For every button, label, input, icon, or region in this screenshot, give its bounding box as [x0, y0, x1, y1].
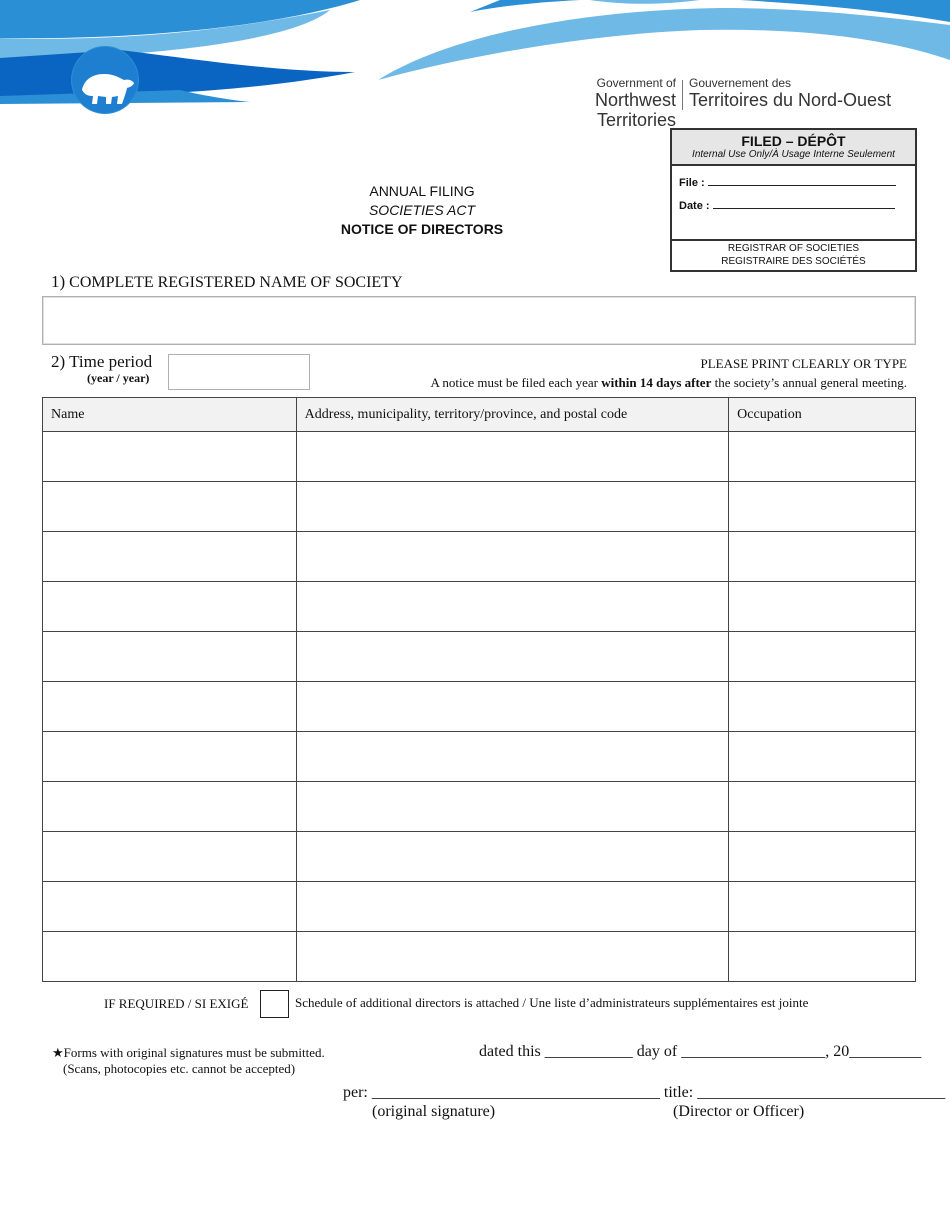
- name-cell[interactable]: [43, 782, 297, 832]
- filed-date-blank: [713, 198, 895, 209]
- name-cell[interactable]: [43, 632, 297, 682]
- address-cell[interactable]: [296, 632, 728, 682]
- section1-heading: [51, 272, 403, 292]
- schedule-attached-checkbox[interactable]: [260, 990, 289, 1018]
- table-row: [43, 632, 916, 682]
- table-row: [43, 932, 916, 982]
- filed-file-blank: [708, 175, 896, 186]
- table-row: [43, 482, 916, 532]
- occupation-cell[interactable]: [729, 932, 916, 982]
- filed-file-label: File :: [679, 177, 705, 189]
- name-cell[interactable]: [43, 932, 297, 982]
- address-cell[interactable]: [296, 782, 728, 832]
- address-cell[interactable]: [296, 882, 728, 932]
- gov-en-small: Government of: [596, 76, 676, 90]
- occupation-cell[interactable]: [729, 532, 916, 582]
- occupation-cell[interactable]: [729, 682, 916, 732]
- directors-table: [42, 397, 916, 982]
- column-header-address: Address, municipality, territory/province, and postal code: [296, 398, 728, 432]
- society-name-field[interactable]: [42, 296, 916, 345]
- gov-fr-big: Territoires du Nord-Ouest: [689, 90, 892, 110]
- original-signature-caption: (original signature): [372, 1103, 496, 1120]
- name-cell[interactable]: [43, 482, 297, 532]
- occupation-cell[interactable]: [729, 732, 916, 782]
- section2-heading: [51, 352, 152, 372]
- address-cell[interactable]: [296, 732, 728, 782]
- occupation-cell[interactable]: [729, 432, 916, 482]
- occupation-cell[interactable]: [729, 782, 916, 832]
- filed-subtitle: Internal Use Only/À Usage Interne Seulement: [692, 149, 895, 160]
- table-row: [43, 532, 916, 582]
- occupation-cell[interactable]: [729, 882, 916, 932]
- original-signature-note: [52, 1045, 325, 1077]
- name-cell[interactable]: [43, 682, 297, 732]
- column-header-occupation: Occupation: [729, 398, 916, 432]
- occupation-cell[interactable]: [729, 832, 916, 882]
- address-cell[interactable]: [296, 532, 728, 582]
- form-title-act: SOCIETIES ACT: [368, 202, 476, 218]
- table-row: [43, 782, 916, 832]
- per-title-line[interactable]: per: ____________________________________ title: _______________________________: [343, 1084, 946, 1101]
- note-line1-text: Forms with original signatures must be submitted.: [63, 1045, 325, 1060]
- occupation-cell[interactable]: [729, 632, 916, 682]
- registrar-en: REGISTRAR OF SOCIETIES: [727, 243, 860, 254]
- filed-title: FILED – DÉPÔT: [741, 133, 846, 149]
- star-icon: ★: [52, 1045, 64, 1060]
- table-row: [43, 832, 916, 882]
- filing-deadline-note: [430, 375, 907, 391]
- filed-box-footer: [672, 239, 915, 270]
- filed-file-line: [679, 175, 915, 189]
- director-officer-caption: (Director or Officer): [673, 1103, 805, 1120]
- form-title: [322, 182, 522, 239]
- filed-stamp-box: [670, 128, 917, 272]
- form-title-line1: ANNUAL FILING: [369, 183, 475, 199]
- section2-sublabel: (year / year): [87, 371, 150, 385]
- name-cell[interactable]: [43, 832, 297, 882]
- name-cell[interactable]: [43, 532, 297, 582]
- filed-box-header: [672, 130, 915, 166]
- column-header-name: Name: [43, 398, 297, 432]
- section2-number: 2): [51, 352, 66, 371]
- directors-table-body: [43, 432, 916, 982]
- name-cell[interactable]: [43, 732, 297, 782]
- address-cell[interactable]: [296, 682, 728, 732]
- notice-bold: within 14 days after: [601, 375, 712, 390]
- table-row: [43, 882, 916, 932]
- table-row: [43, 582, 916, 632]
- name-cell[interactable]: [43, 582, 297, 632]
- name-cell[interactable]: [43, 432, 297, 482]
- registrar-fr: REGISTRAIRE DES SOCIÉTÉS: [721, 256, 866, 267]
- address-cell[interactable]: [296, 582, 728, 632]
- gov-fr-small: Gouvernement des: [689, 76, 792, 90]
- table-row: [43, 682, 916, 732]
- section2-label: Time period: [69, 352, 153, 371]
- filed-date-line: [679, 198, 915, 212]
- gov-name-english: [520, 76, 676, 130]
- print-clearly-note: PLEASE PRINT CLEARLY OR TYPE: [700, 356, 907, 371]
- address-cell[interactable]: [296, 432, 728, 482]
- note-line1: [52, 1045, 325, 1061]
- section1-label: COMPLETE REGISTERED NAME OF SOCIETY: [69, 274, 403, 291]
- dated-line[interactable]: dated this ___________ day of __________________, 20_________: [479, 1043, 922, 1060]
- address-cell[interactable]: [296, 932, 728, 982]
- gov-divider: [682, 80, 683, 110]
- if-required-label: IF REQUIRED / SI EXIGÉ: [104, 996, 249, 1011]
- section1-number: 1): [51, 272, 66, 291]
- occupation-cell[interactable]: [729, 482, 916, 532]
- notice-post: the society’s annual general meeting.: [711, 375, 907, 390]
- table-row: [43, 732, 916, 782]
- address-cell[interactable]: [296, 832, 728, 882]
- gov-name-french: [689, 76, 891, 110]
- filed-date-label: Date :: [679, 200, 710, 212]
- gov-en-big: Northwest Territories: [594, 90, 676, 130]
- address-cell[interactable]: [296, 482, 728, 532]
- note-line2: (Scans, photocopies etc. cannot be accepted): [63, 1061, 296, 1076]
- notice-pre: A notice must be filed each year: [430, 375, 602, 390]
- occupation-cell[interactable]: [729, 582, 916, 632]
- name-cell[interactable]: [43, 882, 297, 932]
- table-header-row: [43, 398, 916, 432]
- form-title-notice: NOTICE OF DIRECTORS: [340, 221, 504, 237]
- schedule-attached-text: Schedule of additional directors is attached / Une liste d’administrateurs supplémentaires est jointe: [295, 995, 809, 1010]
- time-period-field[interactable]: [168, 354, 310, 390]
- table-row: [43, 432, 916, 482]
